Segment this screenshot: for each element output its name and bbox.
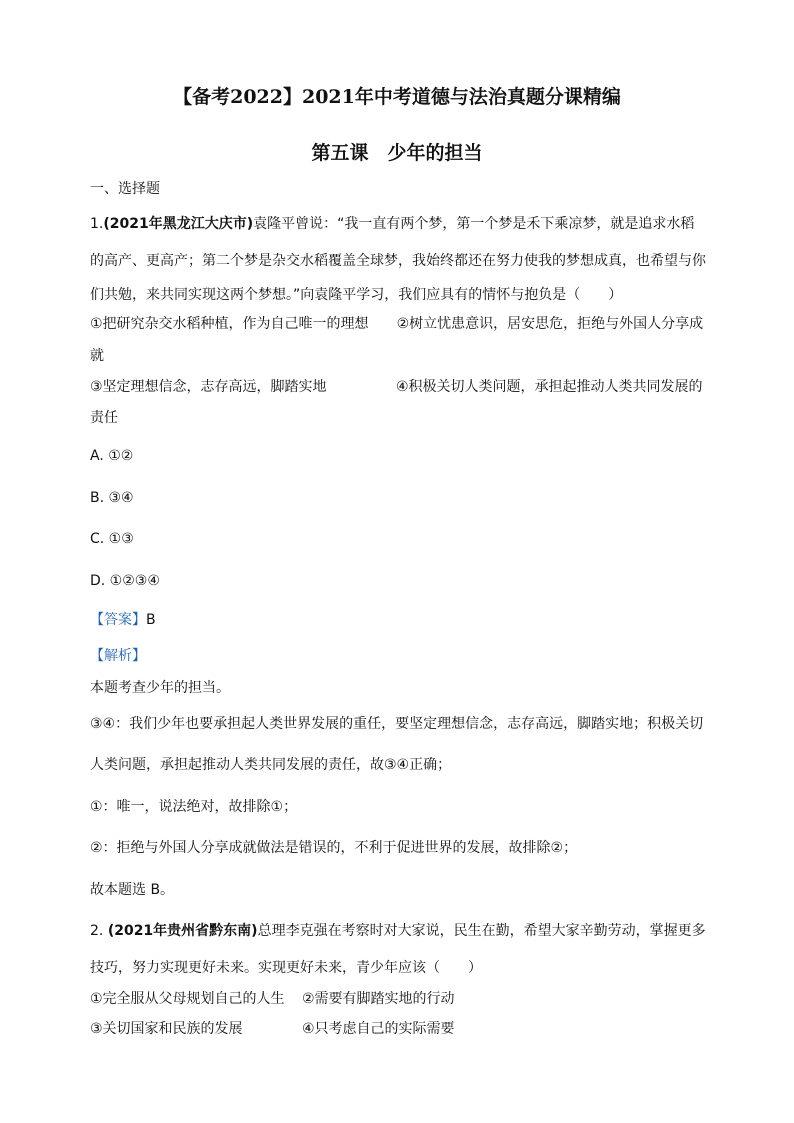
q1-line1 bbox=[90, 214, 694, 234]
q1-source: (2021年黑龙江大庆市) bbox=[103, 216, 254, 232]
q2-number: 2. bbox=[90, 923, 108, 939]
doc-title: 【备考2022】2021年中考道德与法治真题分课精编 bbox=[173, 86, 621, 108]
q1-option-4: ④积极关切人类问题，承担起推动人类共同发展的 bbox=[396, 379, 703, 395]
q1-number: 1. bbox=[90, 216, 104, 232]
q1-option-4-cont: 责任 bbox=[90, 410, 118, 426]
analysis-line3: 人类问题，承担起推动人类共同发展的责任，故③④正确； bbox=[90, 757, 452, 773]
q1-options-row2 bbox=[90, 377, 703, 397]
q1-option-2: ②树立忧患意识，居安思危，拒绝与外国人分享成 bbox=[396, 316, 704, 332]
q2-option-4: ④只考虑自己的实际需要 bbox=[302, 1021, 455, 1037]
q2-line2: 技巧，努力实现更好未来。实现更好未来，青少年应该（ ） bbox=[90, 960, 482, 976]
analysis-label: 【解析】 bbox=[90, 648, 146, 664]
q1-choice-a: A. ①② bbox=[90, 448, 134, 464]
answer-value: B bbox=[146, 612, 156, 628]
q2-text-1: 总理李克强在考察时对大家说，民生在勤，希望大家辛勤劳动，掌握更多 bbox=[257, 923, 706, 939]
analysis-line6: 故本题选 B。 bbox=[90, 882, 175, 898]
q1-answer bbox=[90, 610, 156, 630]
q1-text-1: 袁隆平曾说：“我一直有两个梦，第一个梦是禾下乘凉梦，就是追求水稻 bbox=[253, 216, 695, 232]
analysis-line4: ①：唯一，说法绝对，故排除①； bbox=[90, 799, 298, 815]
analysis-line1: 本题考查少年的担当。 bbox=[90, 680, 230, 696]
q1-choice-d: D. ①②③④ bbox=[90, 573, 160, 589]
q1-options-row1 bbox=[90, 314, 703, 334]
q1-choice-b: B. ③④ bbox=[90, 490, 134, 506]
doc-subtitle: 第五课 少年的担当 bbox=[311, 142, 483, 164]
q1-option-1: ①把研究杂交水稻种植，作为自己唯一的理想 bbox=[90, 316, 369, 332]
answer-label: 【答案】 bbox=[90, 612, 146, 628]
q1-line3: 们共勉，来共同实现这两个梦想。”向袁隆平学习，我们应具有的情怀与抱负是（ ） bbox=[90, 287, 623, 303]
q2-option-1: ①完全服从父母规划自己的人生 bbox=[90, 991, 285, 1007]
q2-option-3: ③关切国家和民族的发展 bbox=[90, 1021, 243, 1037]
q1-line2: 的高产、更高产；第二个梦是杂交水稻覆盖全球梦，我始终都还在努力使我的梦想成真，也希望与你 bbox=[90, 253, 706, 269]
q2-source: (2021年贵州省黔东南) bbox=[107, 923, 258, 939]
analysis-line2: ③④：我们少年也要承担起人类世界发展的重任，要坚定理想信念，志存高远，脚踏实地；积极关切 bbox=[90, 716, 704, 732]
q2-line1 bbox=[90, 921, 706, 941]
q2-options-row2 bbox=[90, 1019, 455, 1039]
q2-options-row1 bbox=[90, 989, 455, 1009]
q1-option-2-cont: 就 bbox=[90, 348, 104, 364]
section-heading: 一、选择题 bbox=[90, 181, 160, 197]
q1-option-3: ③坚定理想信念，志存高远，脚踏实地 bbox=[90, 379, 327, 395]
q1-choice-c: C. ①③ bbox=[90, 531, 134, 547]
q2-option-2: ②需要有脚踏实地的行动 bbox=[302, 991, 455, 1007]
analysis-line5: ②：拒绝与外国人分享成就做法是错误的，不利于促进世界的发展，故排除②； bbox=[90, 840, 578, 856]
